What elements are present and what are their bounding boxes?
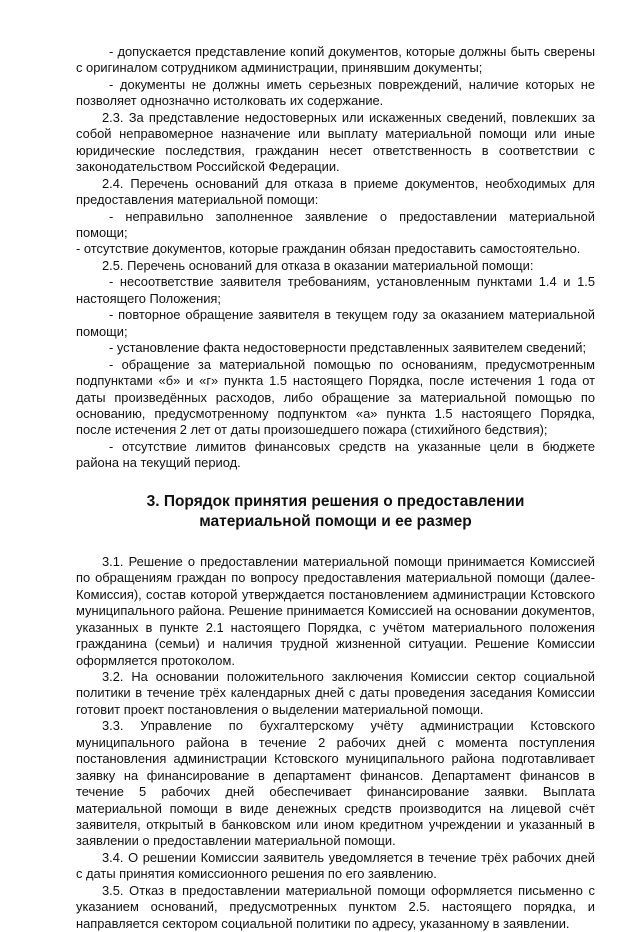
- paragraph-copies-allowed: - допускается представление копий документов, которые должны быть сверены с оригиналом сотрудником администрации, принявшим документы;: [76, 44, 595, 76]
- spacer: [76, 472, 595, 492]
- section-3-heading-line-1: 3. Порядок принятия решения о предоставлении: [146, 492, 525, 510]
- paragraph-2-4-item-1: - неправильно заполненное заявление о предоставлении материальной помощи;: [76, 208, 595, 240]
- paragraph-2-5-item-1: - несоответствие заявителя требованиям, установленным пунктами 1.4 и 1.5 настоящего Положения;: [76, 274, 595, 306]
- paragraph-3-5: 3.5. Отказ в предоставлении материальной помощи оформляется письменно с указанием оснований, предусмотренных пунктом 2.5. настоящего порядка, и направляется сектором социальной политики по адресу, указанному в заявлении.: [76, 882, 595, 931]
- paragraph-3-3: 3.3. Управление по бухгалтерскому учёту администрации Кстовского муниципального района в течение 2 рабочих дней с момента поступления постановления администрации Кстовского муниципального района подготавливает заявку на финансирование в департамент финансов. Департамент финансов в течение 5 рабочих дней обеспечивает финансирование заявки. Выплата материальной помощи в виде денежных средств производится на лицевой счёт заявителя, открытый в банковском или ином кредитном учреждении и указанный в заявлении о предоставлении материальной помощи.: [76, 718, 595, 849]
- section-3-heading: [76, 492, 595, 532]
- paragraph-2-5-item-3: - установление факта недостоверности представленных заявителем сведений;: [109, 340, 587, 356]
- paragraph-3-4: 3.4. О решении Комиссии заявитель уведомляется в течение трёх рабочих дней с даты принятия комиссионного решения по его заявлению.: [76, 849, 595, 882]
- paragraph-2-5-item-4: - обращение за материальной помощью по основаниям, предусмотренным подпунктами «б» и «г» пункта 1.5 настоящего Порядка, после истечения 1 года от даты произведённых расходов, либо обращение за материальной помощью по основанию, предусмотренному подпунктом «а» пункта 1.5 настоящего Порядка, после истечения 2 лет от даты произошедшего пожара (стихийного бедствия);: [76, 356, 595, 438]
- paragraph-3-2: 3.2. На основании положительного заключения Комиссии сектор социальной политики в течение трёх календарных дней с даты проведения заседания Комиссии готовит проект постановления о выделении материальной помощи.: [76, 668, 595, 717]
- paragraph-2-5: 2.5. Перечень оснований для отказа в оказании материальной помощи:: [102, 257, 534, 273]
- section-3-heading-line-2: материальной помощи и ее размер: [199, 512, 472, 530]
- paragraph-2-4-item-2: - отсутствие документов, которые гражданин обязан предоставить самостоятельно.: [76, 241, 581, 257]
- paragraph-3-1: 3.1. Решение о предоставлении материальной помощи принимается Комиссией по обращениям граждан по вопросу предоставления материальной помощи (далее- Комиссия), состав которой утверждается постановлением администрации Кстовского муниципального района. Решение принимается Комиссией на основании документов, указанных в пункте 2.1 настоящего Порядка, с учётом материального положения гражданина (семьи) и наличия трудной жизненной ситуации. Решение Комиссии оформляется протоколом.: [76, 553, 595, 668]
- paragraph-no-damage: - документы не должны иметь серьезных повреждений, наличие которых не позволяет однозначно истолковать их содержание.: [76, 76, 595, 109]
- spacer: [76, 532, 595, 554]
- paragraph-2-3: 2.3. За представление недостоверных или искаженных сведений, повлекших за собой неправомерное назначение или выплату материальной помощи или иные юридические последствия, гражданин несет ответственность в соответствии с законодательством Российской Федерации.: [76, 109, 595, 175]
- paragraph-2-4: 2.4. Перечень оснований для отказа в приеме документов, необходимых для предоставления материальной помощи:: [76, 175, 595, 208]
- document-page: [76, 44, 595, 932]
- paragraph-2-5-item-2: - повторное обращение заявителя в текущем году за оказанием материальной помощи;: [76, 307, 595, 339]
- paragraph-2-5-item-5: - отсутствие лимитов финансовых средств на указанные цели в бюджете района на текущий период.: [76, 438, 595, 471]
